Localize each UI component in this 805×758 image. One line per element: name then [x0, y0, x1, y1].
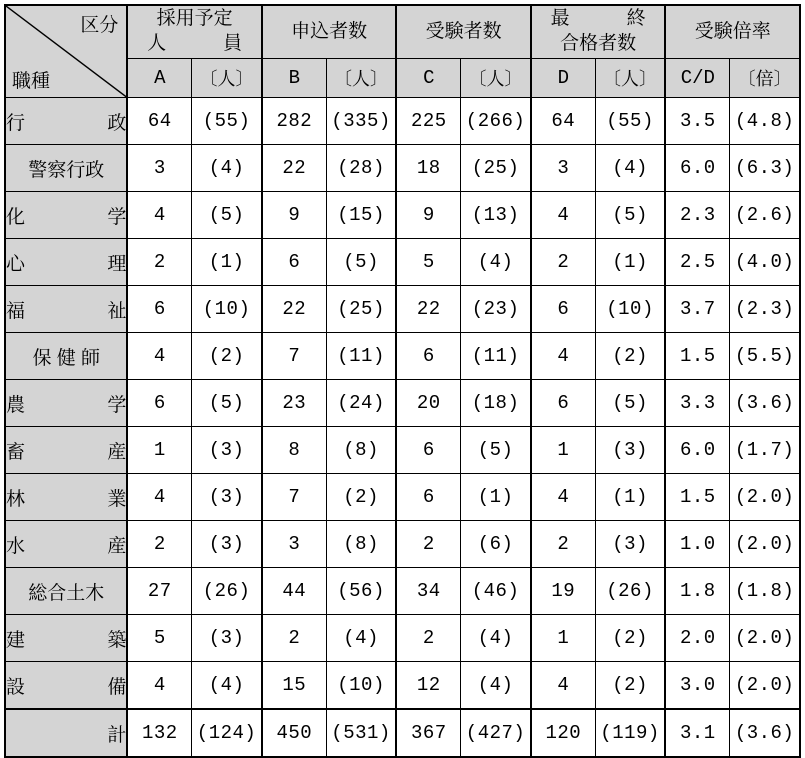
cell-passers-value: 2 — [531, 239, 595, 286]
job-name-cell: 福 祉 — [5, 286, 127, 333]
cell-ratio-value: 1.5 — [665, 333, 729, 380]
cell-applicants-value: 8 — [262, 427, 326, 474]
table-row — [5, 192, 800, 239]
group-header-applicants — [262, 5, 397, 59]
cell-ratio-value: 2.0 — [665, 615, 729, 662]
cell-passers-previous: (5) — [595, 192, 665, 239]
cell-applicants-previous: (5) — [326, 239, 396, 286]
table-body — [5, 98, 800, 758]
job-name-cell: 建 築 — [5, 615, 127, 662]
cell-examinees-previous: (427) — [461, 709, 531, 757]
cell-examinees-value: 2 — [396, 521, 460, 568]
cell-ratio-value: 2.3 — [665, 192, 729, 239]
cell-applicants-previous: (531) — [326, 709, 396, 757]
cell-ratio-previous: (2.0) — [730, 662, 800, 710]
job-name-cell: 心 理 — [5, 239, 127, 286]
cell-examinees-value: 34 — [396, 568, 460, 615]
cell-passers-previous: (26) — [595, 568, 665, 615]
cell-applicants-previous: (335) — [326, 98, 396, 145]
subheader-symbol-d: D — [531, 59, 595, 98]
group-header-examinees — [396, 5, 531, 59]
cell-applicants-previous: (56) — [326, 568, 396, 615]
cell-examinees-value: 20 — [396, 380, 460, 427]
cell-planned-previous: (2) — [192, 333, 262, 380]
subheader-symbol-b: B — [262, 59, 326, 98]
cell-planned-previous: (4) — [192, 145, 262, 192]
cell-planned-previous: (124) — [192, 709, 262, 757]
group-header-planned — [127, 5, 262, 59]
cell-examinees-value: 367 — [396, 709, 460, 757]
subheader-unit-d: 〔人〕 — [595, 59, 665, 98]
cell-examinees-previous: (13) — [461, 192, 531, 239]
cell-passers-value: 6 — [531, 286, 595, 333]
table-row — [5, 239, 800, 286]
table-row — [5, 568, 800, 615]
cell-passers-value: 1 — [531, 615, 595, 662]
cell-examinees-previous: (18) — [461, 380, 531, 427]
cell-passers-value: 2 — [531, 521, 595, 568]
cell-planned-value: 2 — [127, 521, 191, 568]
total-label-cell: 計 — [5, 709, 127, 757]
cell-planned-value: 6 — [127, 286, 191, 333]
subheader-unit-c: 〔人〕 — [461, 59, 531, 98]
cell-examinees-previous: (5) — [461, 427, 531, 474]
cell-applicants-value: 2 — [262, 615, 326, 662]
cell-planned-previous: (5) — [192, 380, 262, 427]
job-name-cell: 行 政 — [5, 98, 127, 145]
cell-planned-value: 2 — [127, 239, 191, 286]
table-row — [5, 615, 800, 662]
cell-applicants-previous: (15) — [326, 192, 396, 239]
cell-passers-previous: (2) — [595, 615, 665, 662]
cell-applicants-value: 282 — [262, 98, 326, 145]
cell-applicants-value: 22 — [262, 286, 326, 333]
subheader-symbol-cd: C/D — [665, 59, 729, 98]
cell-ratio-value: 6.0 — [665, 145, 729, 192]
cell-ratio-previous: (1.7) — [730, 427, 800, 474]
cell-ratio-previous: (2.3) — [730, 286, 800, 333]
job-name-cell: 保 健 師 — [5, 333, 127, 380]
cell-applicants-previous: (25) — [326, 286, 396, 333]
cell-planned-previous: (26) — [192, 568, 262, 615]
cell-examinees-value: 12 — [396, 662, 460, 710]
cell-passers-value: 1 — [531, 427, 595, 474]
subheader-unit-b: 〔人〕 — [326, 59, 396, 98]
cell-applicants-previous: (10) — [326, 662, 396, 710]
group-header-planned-line1: 採用予定 — [156, 8, 233, 30]
cell-passers-value: 6 — [531, 380, 595, 427]
group-header-applicants-line1: 申込者数 — [291, 20, 368, 42]
cell-planned-previous: (3) — [192, 615, 262, 662]
cell-applicants-value: 9 — [262, 192, 326, 239]
cell-examinees-value: 18 — [396, 145, 460, 192]
cell-ratio-previous: (2.0) — [730, 521, 800, 568]
table-row — [5, 145, 800, 192]
cell-passers-previous: (3) — [595, 427, 665, 474]
group-header-ratio — [665, 5, 800, 59]
cell-examinees-value: 9 — [396, 192, 460, 239]
cell-planned-value: 132 — [127, 709, 191, 757]
cell-applicants-previous: (2) — [326, 474, 396, 521]
cell-passers-previous: (4) — [595, 145, 665, 192]
cell-passers-value: 19 — [531, 568, 595, 615]
subheader-symbol-a: A — [127, 59, 191, 98]
cell-examinees-previous: (6) — [461, 521, 531, 568]
corner-shokushu-label: 職種 — [12, 71, 51, 92]
cell-planned-value: 5 — [127, 615, 191, 662]
cell-passers-previous: (1) — [595, 239, 665, 286]
cell-passers-value: 4 — [531, 474, 595, 521]
cell-passers-value: 4 — [531, 192, 595, 239]
cell-ratio-previous: (3.6) — [730, 380, 800, 427]
table-row — [5, 380, 800, 427]
cell-planned-previous: (10) — [192, 286, 262, 333]
cell-planned-value: 4 — [127, 333, 191, 380]
group-header-planned-line2: 人 員 — [147, 33, 243, 54]
cell-passers-previous: (1) — [595, 474, 665, 521]
cell-planned-previous: (1) — [192, 239, 262, 286]
cell-examinees-previous: (11) — [461, 333, 531, 380]
recruitment-results-table — [4, 4, 801, 758]
cell-passers-previous: (5) — [595, 380, 665, 427]
cell-ratio-previous: (2.0) — [730, 615, 800, 662]
cell-applicants-value: 450 — [262, 709, 326, 757]
cell-ratio-previous: (2.0) — [730, 474, 800, 521]
cell-passers-value: 4 — [531, 662, 595, 710]
cell-planned-value: 64 — [127, 98, 191, 145]
cell-ratio-previous: (1.8) — [730, 568, 800, 615]
corner-header-cell — [5, 5, 127, 98]
job-name-cell: 林 業 — [5, 474, 127, 521]
cell-ratio-value: 3.1 — [665, 709, 729, 757]
table-total-row — [5, 709, 800, 757]
cell-planned-previous: (3) — [192, 521, 262, 568]
header-group-row — [5, 5, 800, 59]
group-header-passers — [531, 5, 666, 59]
cell-planned-value: 4 — [127, 474, 191, 521]
cell-planned-previous: (3) — [192, 427, 262, 474]
table-row — [5, 98, 800, 145]
cell-applicants-previous: (11) — [326, 333, 396, 380]
cell-planned-previous: (3) — [192, 474, 262, 521]
cell-planned-value: 27 — [127, 568, 191, 615]
cell-planned-previous: (5) — [192, 192, 262, 239]
cell-examinees-previous: (25) — [461, 145, 531, 192]
group-header-ratio-line1: 受験倍率 — [694, 20, 771, 42]
cell-passers-previous: (3) — [595, 521, 665, 568]
cell-examinees-previous: (46) — [461, 568, 531, 615]
cell-passers-previous: (2) — [595, 333, 665, 380]
cell-applicants-value: 15 — [262, 662, 326, 710]
cell-ratio-value: 3.5 — [665, 98, 729, 145]
table-header — [5, 5, 800, 98]
table-row — [5, 662, 800, 710]
cell-planned-value: 4 — [127, 192, 191, 239]
cell-passers-previous: (55) — [595, 98, 665, 145]
cell-examinees-previous: (23) — [461, 286, 531, 333]
cell-planned-value: 4 — [127, 662, 191, 710]
cell-examinees-previous: (1) — [461, 474, 531, 521]
cell-applicants-previous: (4) — [326, 615, 396, 662]
corner-kubun-label: 区分 — [80, 15, 119, 36]
cell-applicants-previous: (28) — [326, 145, 396, 192]
cell-ratio-value: 3.3 — [665, 380, 729, 427]
cell-ratio-value: 6.0 — [665, 427, 729, 474]
cell-passers-previous: (119) — [595, 709, 665, 757]
cell-planned-value: 1 — [127, 427, 191, 474]
job-name-cell: 水 産 — [5, 521, 127, 568]
cell-applicants-value: 7 — [262, 333, 326, 380]
table-row — [5, 286, 800, 333]
cell-examinees-previous: (4) — [461, 615, 531, 662]
cell-examinees-value: 225 — [396, 98, 460, 145]
cell-applicants-value: 3 — [262, 521, 326, 568]
cell-ratio-value: 2.5 — [665, 239, 729, 286]
cell-passers-previous: (10) — [595, 286, 665, 333]
cell-examinees-value: 5 — [396, 239, 460, 286]
cell-applicants-value: 23 — [262, 380, 326, 427]
table-row — [5, 474, 800, 521]
cell-planned-previous: (55) — [192, 98, 262, 145]
job-name-cell: 畜 産 — [5, 427, 127, 474]
cell-ratio-value: 3.7 — [665, 286, 729, 333]
cell-ratio-previous: (3.6) — [730, 709, 800, 757]
cell-examinees-value: 22 — [396, 286, 460, 333]
cell-ratio-value: 1.5 — [665, 474, 729, 521]
group-header-passers-line2: 合格者数 — [560, 33, 637, 54]
subheader-symbol-c: C — [396, 59, 460, 98]
cell-applicants-value: 44 — [262, 568, 326, 615]
cell-examinees-previous: (266) — [461, 98, 531, 145]
cell-applicants-previous: (24) — [326, 380, 396, 427]
cell-examinees-value: 6 — [396, 333, 460, 380]
cell-applicants-value: 6 — [262, 239, 326, 286]
cell-ratio-value: 1.8 — [665, 568, 729, 615]
table-row — [5, 521, 800, 568]
cell-passers-value: 120 — [531, 709, 595, 757]
cell-ratio-previous: (6.3) — [730, 145, 800, 192]
cell-examinees-value: 2 — [396, 615, 460, 662]
cell-examinees-previous: (4) — [461, 239, 531, 286]
cell-ratio-previous: (4.0) — [730, 239, 800, 286]
cell-ratio-value: 3.0 — [665, 662, 729, 710]
cell-ratio-previous: (5.5) — [730, 333, 800, 380]
cell-ratio-previous: (4.8) — [730, 98, 800, 145]
cell-planned-value: 6 — [127, 380, 191, 427]
group-header-passers-line1: 最 終 — [550, 8, 646, 30]
cell-examinees-value: 6 — [396, 427, 460, 474]
table-row — [5, 333, 800, 380]
subheader-unit-a: 〔人〕 — [192, 59, 262, 98]
job-name-cell: 農 学 — [5, 380, 127, 427]
cell-ratio-value: 1.0 — [665, 521, 729, 568]
subheader-unit-cd: 〔倍〕 — [730, 59, 800, 98]
job-name-cell: 設 備 — [5, 662, 127, 710]
cell-passers-value: 4 — [531, 333, 595, 380]
cell-passers-value: 64 — [531, 98, 595, 145]
group-header-examinees-line1: 受験者数 — [425, 20, 502, 42]
cell-applicants-previous: (8) — [326, 521, 396, 568]
cell-ratio-previous: (2.6) — [730, 192, 800, 239]
job-name-cell: 化 学 — [5, 192, 127, 239]
cell-planned-value: 3 — [127, 145, 191, 192]
cell-examinees-value: 6 — [396, 474, 460, 521]
cell-passers-previous: (2) — [595, 662, 665, 710]
cell-applicants-value: 22 — [262, 145, 326, 192]
cell-applicants-value: 7 — [262, 474, 326, 521]
cell-planned-previous: (4) — [192, 662, 262, 710]
cell-passers-value: 3 — [531, 145, 595, 192]
job-name-cell: 総合土木 — [5, 568, 127, 615]
table-row — [5, 427, 800, 474]
cell-applicants-previous: (8) — [326, 427, 396, 474]
cell-examinees-previous: (4) — [461, 662, 531, 710]
job-name-cell: 警察行政 — [5, 145, 127, 192]
